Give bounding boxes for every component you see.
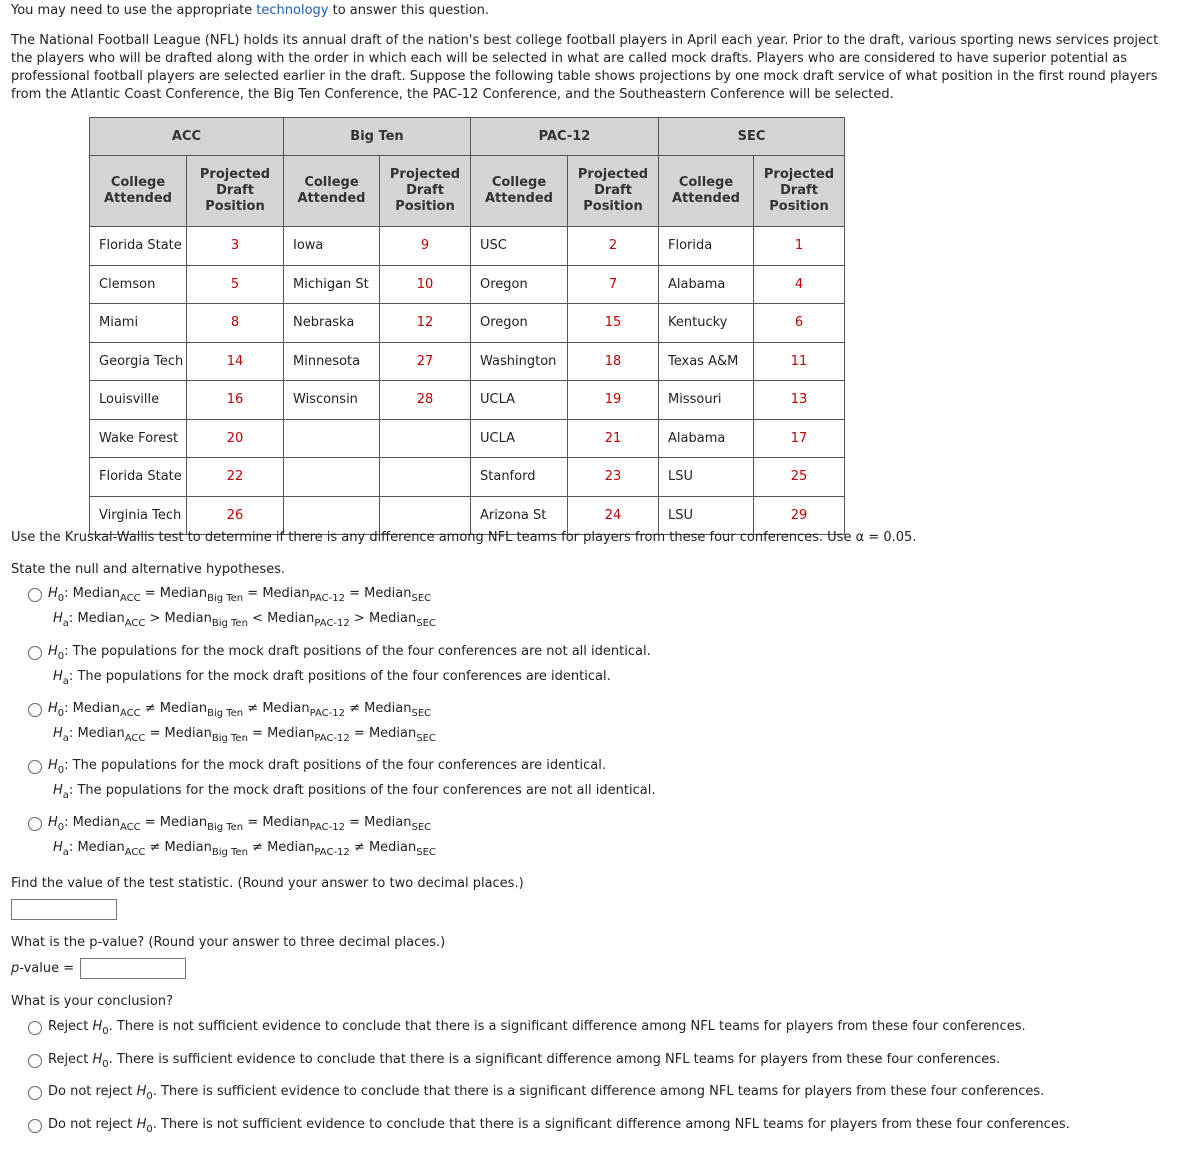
draft-position-cell: 15 [568, 304, 659, 343]
draft-position-cell: 9 [380, 227, 471, 266]
draft-position-cell: 2 [568, 227, 659, 266]
draft-position-cell: 17 [754, 419, 845, 458]
college-cell: LSU [659, 496, 754, 535]
radio-button[interactable] [28, 588, 42, 602]
college-cell: Stanford [471, 458, 568, 497]
draft-position-cell: 21 [568, 419, 659, 458]
college-cell: Louisville [90, 381, 187, 420]
draft-position-cell: 22 [187, 458, 284, 497]
col-header-position: Projected Draft Position [187, 156, 284, 227]
college-cell: Alabama [659, 265, 754, 304]
radio-button[interactable] [28, 1054, 42, 1068]
radio-button[interactable] [28, 760, 42, 774]
draft-position-cell: 8 [187, 304, 284, 343]
null-hypothesis: $H_0$: Median$_{ACC}$ = Median$_{Big Ten}$ = Median$_{PAC-12}$ = Median$_{SEC}$ [48, 586, 432, 604]
test-statistic-question: Find the value of the test statistic. (Round your answer to two decimal places.) [11, 876, 524, 891]
college-cell: Nebraska [284, 304, 380, 343]
mock-draft-table [89, 117, 845, 535]
conclusion-text: Reject $H_0$. There is sufficient evidence to conclude that there is a significant difference among NFL teams for players from these four conferences. [48, 1052, 1001, 1070]
draft-position-cell: 27 [380, 342, 471, 381]
college-cell [284, 496, 380, 535]
p-value-question: What is the p-value? (Round your answer to three decimal places.) [11, 935, 446, 950]
alt-hypothesis: $H_a$: Median$_{ACC}$ > Median$_{Big Ten}$ < Median$_{PAC-12}$ > Median$_{SEC}$ [53, 611, 436, 629]
radio-button[interactable] [28, 1086, 42, 1100]
p-value-input[interactable] [80, 958, 186, 979]
col-header-college: College Attended [471, 156, 568, 227]
college-cell: Oregon [471, 304, 568, 343]
radio-button[interactable] [28, 817, 42, 831]
conclusion-question: What is your conclusion? [11, 994, 173, 1009]
draft-position-cell: 20 [187, 419, 284, 458]
draft-position-cell: 10 [380, 265, 471, 304]
draft-position-cell [380, 496, 471, 535]
test-statistic-input[interactable] [11, 899, 117, 920]
college-cell: Florida [659, 227, 754, 266]
draft-position-cell: 23 [568, 458, 659, 497]
draft-position-cell: 13 [754, 381, 845, 420]
null-hypothesis: $H_0$: The populations for the mock draft positions of the four conferences are not all identical. [48, 644, 651, 662]
draft-position-cell: 12 [380, 304, 471, 343]
draft-position-cell: 5 [187, 265, 284, 304]
table-row [90, 265, 845, 304]
draft-position-cell: 4 [754, 265, 845, 304]
radio-button[interactable] [28, 1119, 42, 1133]
conclusion-text: Do not reject $H_0$. There is sufficient evidence to conclude that there is a significant difference among NFL teams for players from these four conferences. [48, 1084, 1045, 1102]
conference-header-big-ten: Big Ten [284, 118, 471, 156]
draft-position-cell: 26 [187, 496, 284, 535]
college-cell: USC [471, 227, 568, 266]
draft-position-cell: 6 [754, 304, 845, 343]
draft-position-cell: 18 [568, 342, 659, 381]
college-cell: Washington [471, 342, 568, 381]
table-row [90, 304, 845, 343]
draft-position-cell: 14 [187, 342, 284, 381]
instruction-text: Use the Kruskal-Wallis test to determine if there is any difference among NFL teams for players from these four conferences. Use α = 0.05. [11, 530, 917, 545]
draft-position-cell: 24 [568, 496, 659, 535]
alt-hypothesis: $H_a$: The populations for the mock draft positions of the four conferences are not all identical. [53, 783, 656, 801]
college-cell: Kentucky [659, 304, 754, 343]
college-cell [284, 419, 380, 458]
intro-paragraph: The National Football League (NFL) holds its annual draft of the nation's best college football players in April each year. Prior to the draft, various sporting news services project the players who will be drafted along with the order in which each will be selected in what are called mock drafts. Players who are considered to have superior potential as professional football players are selected earlier in the draft. Suppose the following table shows projections by one mock draft service of what position in the first round players from the Atlantic Coast Conference, the Big Ten Conference, the PAC-12 Conference, and the Southeastern Conference will be selected. [11, 33, 1159, 102]
table-row [90, 419, 845, 458]
college-cell: Wake Forest [90, 419, 187, 458]
alt-hypothesis: $H_a$: The populations for the mock draft positions of the four conferences are identical. [53, 669, 611, 687]
tech-note: You may need to use the appropriate technology to answer this question. [11, 3, 490, 18]
conference-header-acc: ACC [90, 118, 284, 156]
draft-position-cell: 16 [187, 381, 284, 420]
draft-position-cell: 1 [754, 227, 845, 266]
radio-button[interactable] [28, 703, 42, 717]
college-cell: Michigan St [284, 265, 380, 304]
college-cell: Clemson [90, 265, 187, 304]
college-cell: Florida State [90, 227, 187, 266]
college-cell: Arizona St [471, 496, 568, 535]
conference-header-sec: SEC [659, 118, 845, 156]
draft-position-cell: 28 [380, 381, 471, 420]
college-cell: Virginia Tech [90, 496, 187, 535]
table-row [90, 381, 845, 420]
col-header-position: Projected Draft Position [568, 156, 659, 227]
col-header-position: Projected Draft Position [380, 156, 471, 227]
technology-link[interactable]: technology [256, 3, 329, 18]
college-cell: UCLA [471, 419, 568, 458]
college-cell: Minnesota [284, 342, 380, 381]
table-row [90, 458, 845, 497]
col-header-college: College Attended [90, 156, 187, 227]
p-value-label: p-value = [11, 961, 75, 976]
alt-hypothesis: $H_a$: Median$_{ACC}$ ≠ Median$_{Big Ten}$ ≠ Median$_{PAC-12}$ ≠ Median$_{SEC}$ [53, 840, 436, 858]
draft-position-cell [380, 458, 471, 497]
college-cell: Alabama [659, 419, 754, 458]
radio-button[interactable] [28, 1021, 42, 1035]
college-cell: Texas A&M [659, 342, 754, 381]
table-row [90, 227, 845, 266]
college-cell: Iowa [284, 227, 380, 266]
college-cell: Wisconsin [284, 381, 380, 420]
alt-hypothesis: $H_a$: Median$_{ACC}$ = Median$_{Big Ten}$ = Median$_{PAC-12}$ = Median$_{SEC}$ [53, 726, 436, 744]
college-cell: LSU [659, 458, 754, 497]
draft-position-cell: 19 [568, 381, 659, 420]
draft-position-cell: 11 [754, 342, 845, 381]
hypotheses-prompt: State the null and alternative hypotheses. [11, 562, 286, 577]
conclusion-text: Reject $H_0$. There is not sufficient evidence to conclude that there is a significant difference among NFL teams for players from these four conferences. [48, 1019, 1026, 1037]
conference-header-pac-12: PAC-12 [471, 118, 659, 156]
college-cell: UCLA [471, 381, 568, 420]
draft-position-cell: 29 [754, 496, 845, 535]
college-cell: Florida State [90, 458, 187, 497]
draft-position-cell [380, 419, 471, 458]
college-cell: Miami [90, 304, 187, 343]
draft-position-cell: 25 [754, 458, 845, 497]
null-hypothesis: $H_0$: The populations for the mock draft positions of the four conferences are identical. [48, 758, 606, 776]
null-hypothesis: $H_0$: Median$_{ACC}$ = Median$_{Big Ten}$ = Median$_{PAC-12}$ = Median$_{SEC}$ [48, 815, 432, 833]
table-row [90, 496, 845, 535]
college-cell: Missouri [659, 381, 754, 420]
col-header-college: College Attended [659, 156, 754, 227]
conclusion-text: Do not reject $H_0$. There is not sufficient evidence to conclude that there is a significant difference among NFL teams for players from these four conferences. [48, 1117, 1070, 1135]
radio-button[interactable] [28, 646, 42, 660]
col-header-college: College Attended [284, 156, 380, 227]
table-row [90, 342, 845, 381]
college-cell: Oregon [471, 265, 568, 304]
college-cell [284, 458, 380, 497]
col-header-position: Projected Draft Position [754, 156, 845, 227]
draft-position-cell: 3 [187, 227, 284, 266]
null-hypothesis: $H_0$: Median$_{ACC}$ ≠ Median$_{Big Ten}$ ≠ Median$_{PAC-12}$ ≠ Median$_{SEC}$ [48, 701, 432, 719]
draft-position-cell: 7 [568, 265, 659, 304]
college-cell: Georgia Tech [90, 342, 187, 381]
